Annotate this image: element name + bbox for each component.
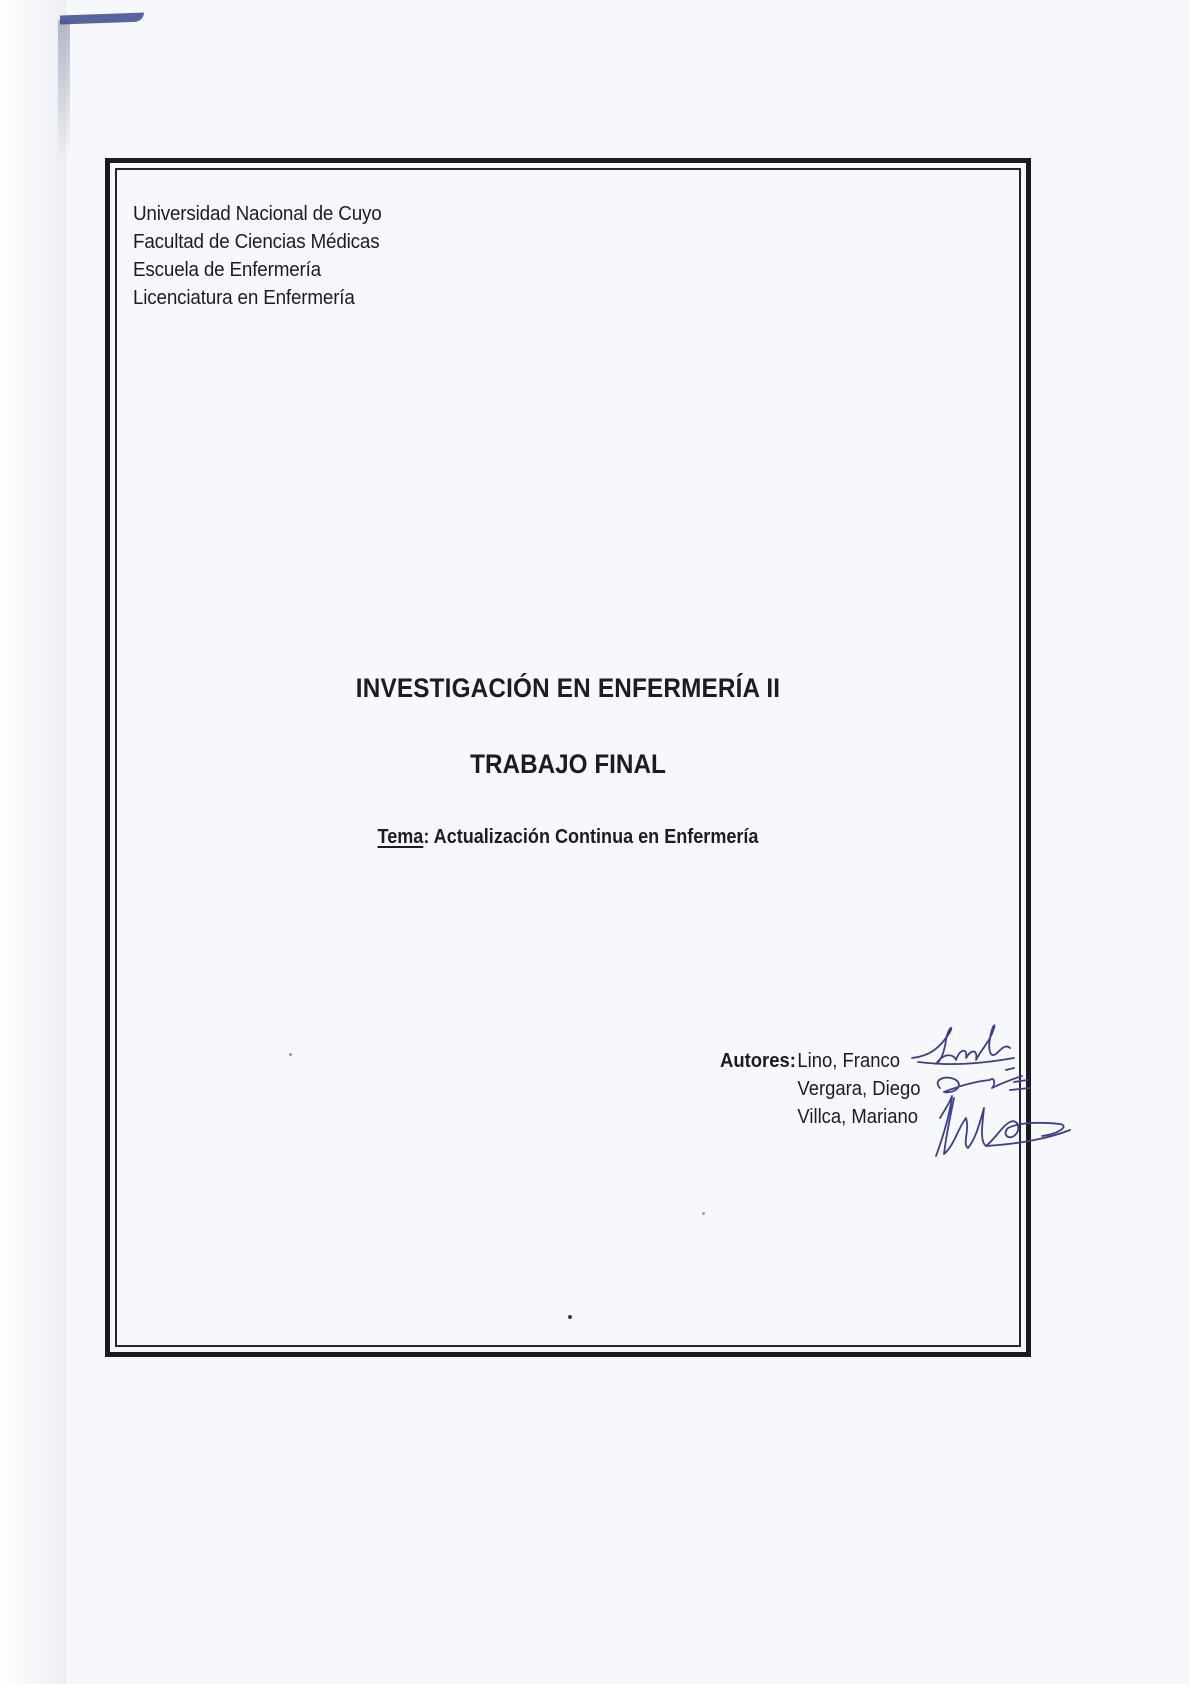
author-name: Lino, Franco <box>797 1049 900 1072</box>
institution-header <box>133 200 382 312</box>
scan-binding-shadow <box>58 20 70 160</box>
authors-indent <box>720 1103 797 1131</box>
signature-villca <box>936 1096 1064 1156</box>
author-row <box>720 1047 920 1075</box>
scan-speck <box>289 1053 292 1056</box>
scan-speck <box>568 1315 572 1319</box>
signature-lino <box>912 1025 1010 1064</box>
signature-vergara <box>938 1068 1030 1092</box>
university-name: Universidad Nacional de Cuyo <box>133 202 382 225</box>
topic-label: Tema <box>377 825 424 848</box>
authors-block <box>720 1047 920 1131</box>
author-row <box>720 1075 920 1103</box>
scan-edge-mark <box>60 13 144 25</box>
handwritten-signatures <box>910 1018 1130 1168</box>
signature-lino-flourish <box>918 1058 1014 1064</box>
topic-line <box>68 825 1068 849</box>
scan-binding-edge <box>0 0 66 1684</box>
school-name: Escuela de Enfermería <box>133 258 321 281</box>
authors-indent <box>720 1075 797 1103</box>
course-title: INVESTIGACIÓN EN ENFERMERÍA II <box>355 673 781 703</box>
author-name: Villca, Mariano <box>797 1105 919 1128</box>
faculty-name: Facultad de Ciencias Médicas <box>133 230 380 253</box>
scan-speck <box>702 1212 705 1215</box>
author-name: Vergara, Diego <box>797 1077 921 1100</box>
degree-name: Licenciatura en Enfermería <box>133 286 355 309</box>
topic-text: Actualización Continua en Enfermería <box>433 825 759 848</box>
authors-label: Autores: <box>720 1049 796 1072</box>
work-title: TRABAJO FINAL <box>470 749 666 779</box>
author-row <box>720 1103 920 1131</box>
topic-separator: : <box>423 825 430 848</box>
